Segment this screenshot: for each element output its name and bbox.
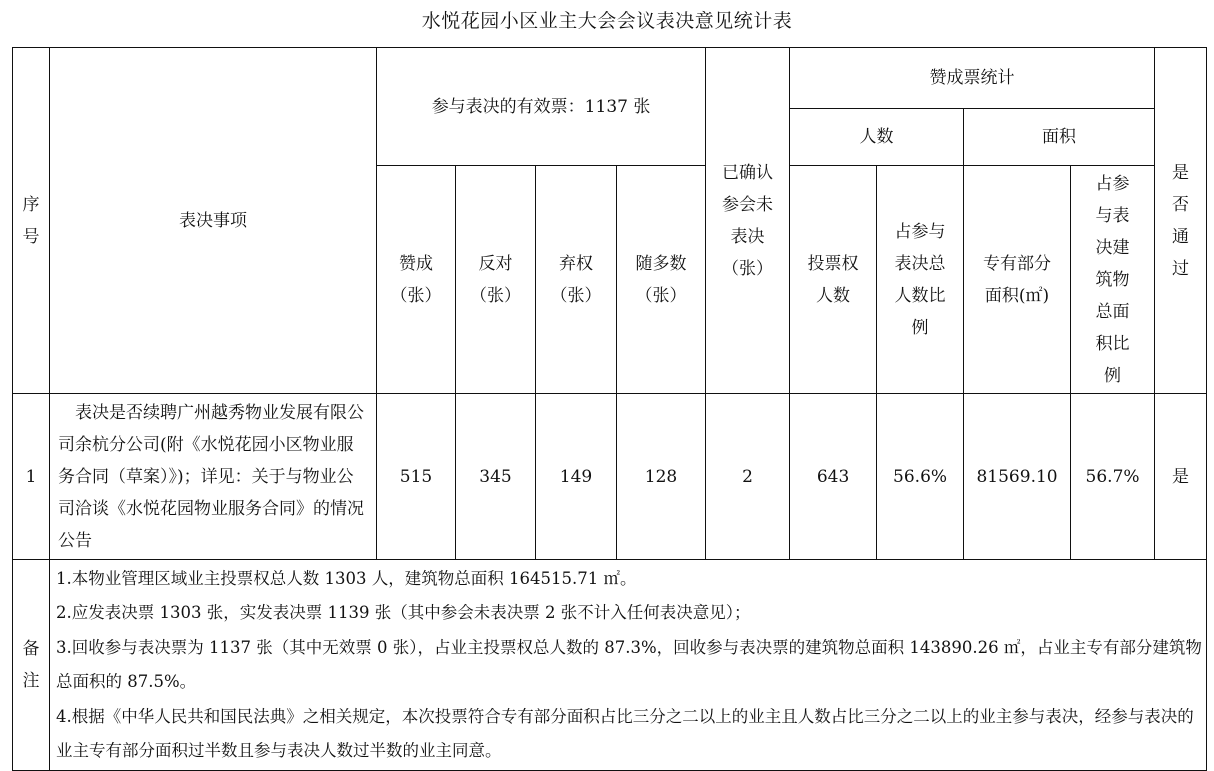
header-matter: 表决事项 — [50, 48, 377, 394]
header-confirmed-no-vote: 已确认 参会未 表决 （张） — [706, 48, 790, 394]
remarks-content — [50, 560, 1207, 771]
table-row — [13, 394, 1207, 560]
remarks-row — [13, 560, 1207, 771]
row-oppose: 345 — [456, 394, 536, 560]
remark-line: 4.根据《中华人民共和国民法典》之相关规定，本次投票符合专有部分面积占比三分之二以上的业主且人数占比三分之二以上的业主参与表决，经参与表决的业主专有部分面积过半数且参与表决人数过半数的业主同意。 — [56, 706, 1194, 761]
row-approve: 515 — [377, 394, 456, 560]
remark-line: 3.回收参与表决票为 1137 张（其中无效票 0 张），占业主投票权总人数的 87.3%，回收参与表决票的建筑物总面积 143890.26 ㎡，占业主专有部分建筑物总面积的 87.5%。 — [56, 637, 1202, 692]
row-matter-text: 表决是否续聘广州越秀物业发展有限公司余杭分公司(附《水悦花园小区物业服务合同（草案）》)；详见：关于与物业公司洽谈《水悦花园物业服务合同》的情况公告 — [58, 402, 364, 551]
row-voting-right-people: 643 — [790, 394, 877, 560]
header-follow-majority: 随多数 （张） — [617, 166, 706, 394]
row-matter — [50, 394, 377, 560]
row-confirmed-no-vote: 2 — [706, 394, 790, 560]
header-passed: 是 否 通 过 — [1155, 48, 1207, 394]
row-area-ratio: 56.7% — [1071, 394, 1155, 560]
row-follow-majority: 128 — [617, 394, 706, 560]
remark-line: 2.应发表决票 1303 张，实发表决票 1139 张（其中参会未表决票 2 张不计入任何表决意见）； — [56, 603, 751, 623]
row-abstain: 149 — [536, 394, 617, 560]
remarks-label: 备 注 — [13, 560, 50, 771]
row-exclusive-area: 81569.10 — [964, 394, 1071, 560]
header-favor-stats: 赞成票统计 — [790, 48, 1155, 109]
header-abstain: 弃权 （张） — [536, 166, 617, 394]
vote-statistics-table — [12, 47, 1207, 771]
header-approve: 赞成 （张） — [377, 166, 456, 394]
row-people-ratio: 56.6% — [877, 394, 964, 560]
header-seq: 序 号 — [13, 48, 50, 394]
header-valid-votes: 参与表决的有效票：1137 张 — [377, 48, 706, 166]
row-passed: 是 — [1155, 394, 1207, 560]
header-voting-right-people: 投票权 人数 — [790, 166, 877, 394]
page-title: 水悦花园小区业主大会会议表决意见统计表 — [421, 10, 793, 32]
remark-line: 1.本物业管理区域业主投票权总人数 1303 人，建筑物总面积 164515.71 ㎡。 — [56, 569, 637, 588]
header-people: 人数 — [790, 109, 964, 166]
header-area: 面积 — [964, 109, 1155, 166]
header-area-ratio: 占参 与表 决建 筑物 总面 积比 例 — [1071, 166, 1155, 394]
row-seq: 1 — [13, 394, 50, 560]
header-exclusive-area: 专有部分 面积(㎡) — [964, 166, 1071, 394]
header-oppose: 反对 （张） — [456, 166, 536, 394]
header-people-ratio: 占参与 表决总 人数比 例 — [877, 166, 964, 394]
